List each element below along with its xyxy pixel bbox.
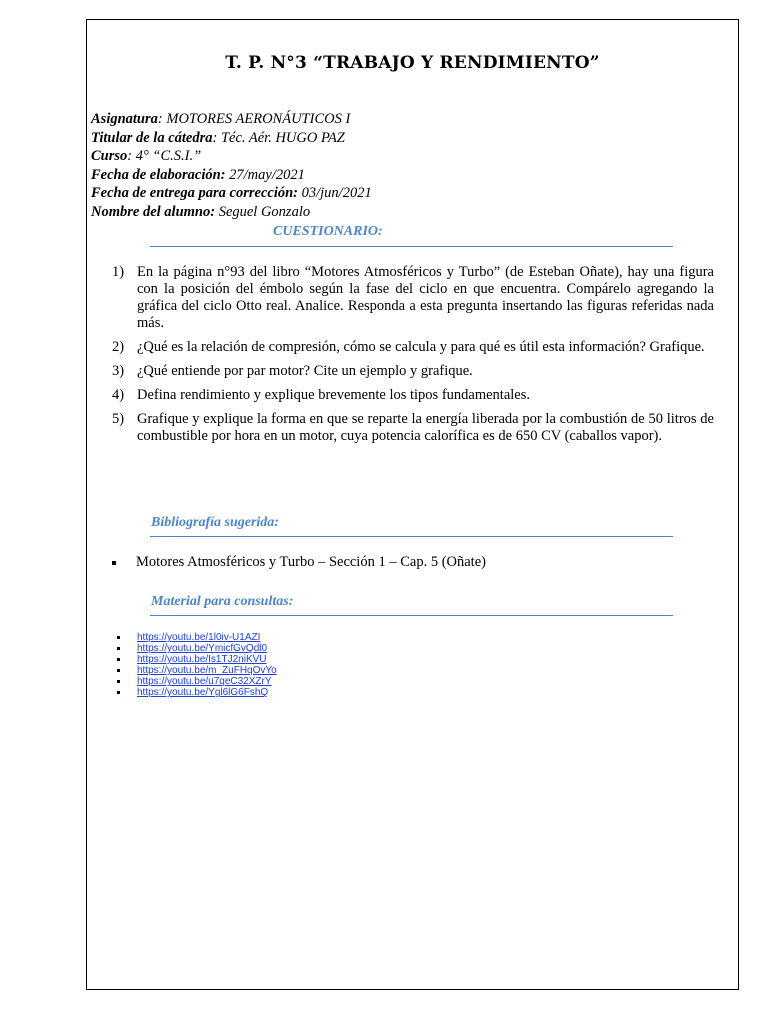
page-title: T. P. N°3 “TRABAJO Y RENDIMIENTO” — [225, 53, 600, 73]
bullet-icon — [117, 658, 120, 661]
meta-curso: Curso: 4° “C.S.I.” — [91, 148, 202, 164]
meta-asignatura: Asignatura: MOTORES AERONÁUTICOS I — [91, 111, 351, 127]
bullet-icon — [117, 669, 120, 672]
youtube-link[interactable]: https://youtu.be/Ygl6lG6FshQ — [137, 687, 269, 698]
bullet-icon — [117, 680, 120, 683]
youtube-link[interactable]: https://youtu.be/YmicfGvQdl0 — [137, 643, 268, 654]
question-list — [112, 264, 714, 452]
link-item — [117, 643, 277, 654]
link-item — [117, 676, 277, 687]
material-rule — [150, 615, 673, 616]
meta-fecha-entrega: Fecha de entrega para corrección: 03/jun/2021 — [91, 185, 372, 201]
youtube-link[interactable]: https://youtu.be/Is1TJ2niKVU — [137, 654, 267, 665]
question-item: 5) Grafique y explique la forma en que se reparte la energía liberada por la combustión de 50 litros de combustible por hora en un motor, cuya potencia calorífica es de 650 CV (caballos vapor). — [112, 411, 714, 444]
meta-nombre-alumno: Nombre del alumno: Seguel Gonzalo — [91, 203, 311, 220]
bullet-icon — [112, 561, 116, 565]
bullet-icon — [117, 691, 120, 694]
cuestionario-heading: CUESTIONARIO: — [273, 224, 383, 239]
youtube-link[interactable]: https://youtu.be/m_ZuFHqOvYo — [137, 665, 277, 676]
link-list — [117, 632, 277, 698]
bullet-icon — [117, 647, 120, 650]
meta-titular: Titular de la cátedra: Téc. Aér. HUGO PAZ — [91, 129, 345, 146]
question-item: 4) Defina rendimiento y explique brevemente los tipos fundamentales. — [112, 387, 530, 403]
bibliografia-rule — [150, 536, 673, 537]
cuestionario-rule — [150, 246, 673, 247]
material-heading: Material para consultas: — [151, 594, 294, 609]
bibliografia-item: Motores Atmosféricos y Turbo – Sección 1 – Cap. 5 (Oñate) — [112, 554, 486, 571]
meta-fecha-elaboracion: Fecha de elaboración: 27/may/2021 — [91, 166, 305, 183]
link-item — [117, 654, 277, 665]
bullet-icon — [117, 636, 120, 639]
youtube-link[interactable]: https://youtu.be/1l0iv-U1AZI — [137, 632, 261, 643]
link-item — [117, 632, 277, 643]
youtube-link[interactable]: https://youtu.be/u7qeC32XZrY — [137, 676, 272, 687]
link-item — [117, 665, 277, 676]
link-item — [117, 687, 277, 698]
document-metadata — [91, 110, 372, 221]
bibliografia-heading: Bibliografía sugerida: — [151, 515, 279, 530]
question-item: 1) En la página n°93 del libro “Motores Atmosféricos y Turbo” (de Esteban Oñate), hay una figura con la posición del émbolo según la fase del ciclo en que encuentra. Compárelo agregando la gráfica del ciclo Otto real. Analice. Responda a esta pregunta insertando las figuras referidas nada más. — [112, 264, 714, 331]
question-item: 3) ¿Qué entiende por par motor? Cite un ejemplo y grafique. — [112, 363, 473, 379]
question-item: 2) ¿Qué es la relación de compresión, cómo se calcula y para qué es útil esta información? Grafique. — [112, 339, 705, 355]
